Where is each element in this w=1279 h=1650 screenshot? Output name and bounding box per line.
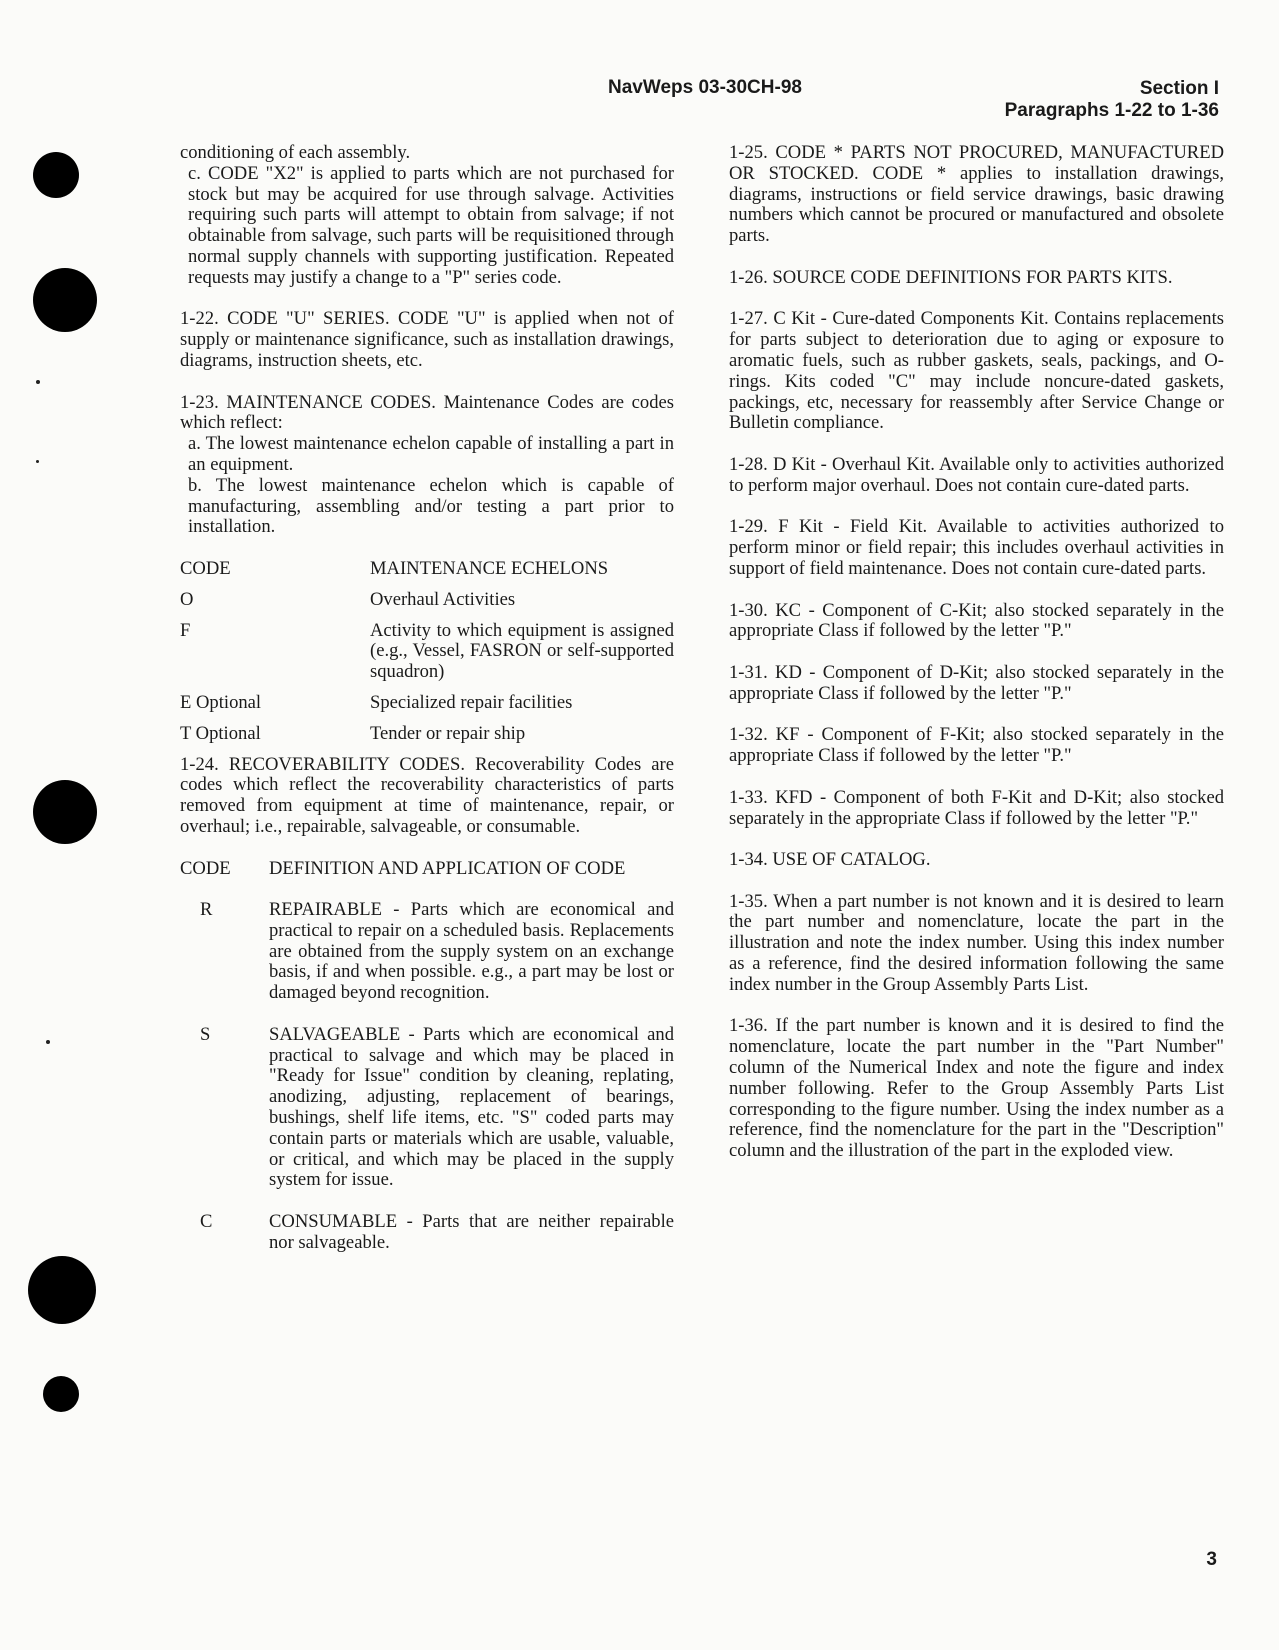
table-cell-code: C [200,1211,213,1233]
paragraph-1-22: 1-22. CODE "U" SERIES. CODE "U" is applied when not of supply or maintenance significance, such as installation drawings, diagrams, instruction sheets, etc. [180,308,674,371]
table-header-code: CODE [180,557,231,579]
paragraph-range: Paragraphs 1-22 to 1-36 [1004,100,1219,121]
paragraph-1-34: 1-34. USE OF CATALOG. [729,849,931,871]
paragraph-1-23-b: b. The lowest maintenance echelon which is capable of manufacturing, assembling and/or testing a part prior to installation. [188,474,674,538]
punch-hole [43,1376,79,1412]
recoverability-table-header [180,859,674,880]
recoverability-codes-table [180,900,674,1254]
paragraph-1-28: 1-28. D Kit - Overhaul Kit. Available only to activities authorized to perform major overhaul. Does not contain cure-dated parts. [729,453,1224,496]
paragraph-1-25: 1-25. CODE * PARTS NOT PROCURED, MANUFACTURED OR STOCKED. CODE * applies to installation drawings, diagrams, instructions or field service drawings, basic drawing numbers which cannot be procured or manufactured and obsolete parts. [729,142,1224,247]
paragraph-1-32: 1-32. KF - Component of F-Kit; also stocked separately in the appropriate Class if followed by the letter "P." [729,724,1224,767]
table-header-echelons: MAINTENANCE ECHELONS [370,557,609,579]
paragraph: conditioning of each assembly. [180,142,411,163]
table-cell-desc: REPAIRABLE - Parts which are economical and practical to repair on a scheduled basis. Replacements are obtained from the supply system on an exchange basis, if and when possible. e.g., a part may be lost or damaged beyond recognition. [269,899,674,1004]
table-cell-code: R [200,899,213,921]
table-cell-code: F [180,619,191,641]
page-number: 3 [1206,1549,1217,1570]
paragraph-1-30: 1-30. KC - Component of C-Kit; also stocked separately in the appropriate Class if followed by the letter "P." [729,599,1224,642]
paragraph-1-33: 1-33. KFD - Component of both F-Kit and D-Kit; also stocked separately in the appropriate Class if followed by the letter "P." [729,786,1224,829]
doc-number: NavWeps 03-30CH-98 [608,77,802,98]
paragraph-1-27: 1-27. C Kit - Cure-dated Components Kit. Contains replacements for parts subject to deterioration due to aging or exposure to aromatic fuels, such as rubber gaskets, seals, packings, and O-rings. Kits coded "C" may include noncure-dated gaskets, packings, etc, necessary for reassembly after Service Change or Bulletin compliance. [729,308,1224,434]
maintenance-codes-table [180,559,674,745]
table-cell-desc: Overhaul Activities [370,588,516,610]
table-cell-desc: Activity to which equipment is assigned (e.g., Vessel, FASRON or self-supported squadron) [370,619,674,683]
paragraph-1-26: 1-26. SOURCE CODE DEFINITIONS FOR PARTS KITS. [729,266,1173,288]
punch-hole [33,152,79,198]
paragraph-1-35: 1-35. When a part number is not known and it is desired to learn the part number and nomenclature, locate the part in the illustration and note the index number. Using this index number as a reference, find the desired information following the same index number in the Group Assembly Parts List. [729,890,1224,995]
table-cell-desc: Specialized repair facilities [370,691,573,713]
punch-hole [33,780,97,844]
speck [36,380,40,384]
section-label: Section I [1139,78,1219,99]
table-cell-desc: Tender or repair ship [370,722,526,744]
punch-hole [33,268,97,332]
section-header [1005,78,1219,122]
speck [46,1040,50,1044]
table-cell-code: E Optional [180,691,262,713]
paragraph-c: c. CODE "X2" is applied to parts which are not purchased for stock but may be acquired for use through salvage. Activities requiring such parts will attempt to obtain from salvage; if not obtainable from salvage, such parts will be requisitioned through normal supply channels with supporting justification. Repeated requests may justify a change to a "P" series code. [188,162,674,288]
paragraph-1-23-a: a. The lowest maintenance echelon capable of installing a part in an equipment. [188,433,674,475]
left-column [180,143,674,1254]
paragraph-1-23: 1-23. MAINTENANCE CODES. Maintenance Codes are codes which reflect: [180,391,674,434]
table-cell-desc: CONSUMABLE - Parts that are neither repairable nor salvageable. [269,1211,674,1253]
punch-hole [28,1256,96,1324]
table-header-code: CODE [180,857,231,879]
table-cell-desc: SALVAGEABLE - Parts which are economical and practical to salvage and which may be placed in "Ready for Issue" condition by cleaning, replating, anodizing, adjusting, replacement of bearings, bushings, shelf life items, etc. "S" coded parts may contain parts or materials which are usable, valuable, or critical, and which may be placed in the supply system for issue. [269,1023,674,1191]
paragraph-1-31: 1-31. KD - Component of D-Kit; also stocked separately in the appropriate Class if followed by the letter "P." [729,661,1224,704]
right-column [729,143,1224,1162]
paragraph-1-24: 1-24. RECOVERABILITY CODES. Recoverability Codes are codes which reflect the recoverability characteristics of parts removed from equipment at time of maintenance, repair, or overhaul; i.e., repairable, salvageable, or consumable. [180,753,674,837]
table-cell-code: O [180,588,194,610]
table-header-definition: DEFINITION AND APPLICATION OF CODE [269,857,626,879]
table-cell-code: T Optional [180,722,261,744]
paragraph-1-29: 1-29. F Kit - Field Kit. Available to activities authorized to perform minor or field repair; this includes overhaul activities in support of field maintenance. Does not contain cure-dated parts. [729,516,1224,579]
table-cell-code: S [200,1023,211,1045]
speck [36,460,39,463]
paragraph-1-36: 1-36. If the part number is known and it is desired to find the nomenclature, locate the part number in the "Part Number" column of the Numerical Index and note the figure and index number following. Refer to the Group Assembly Parts List corresponding to the figure number. Using the index number as a reference, find the nomenclature for the part in the "Description" column and the illustration of the part in the exploded view. [729,1015,1224,1162]
